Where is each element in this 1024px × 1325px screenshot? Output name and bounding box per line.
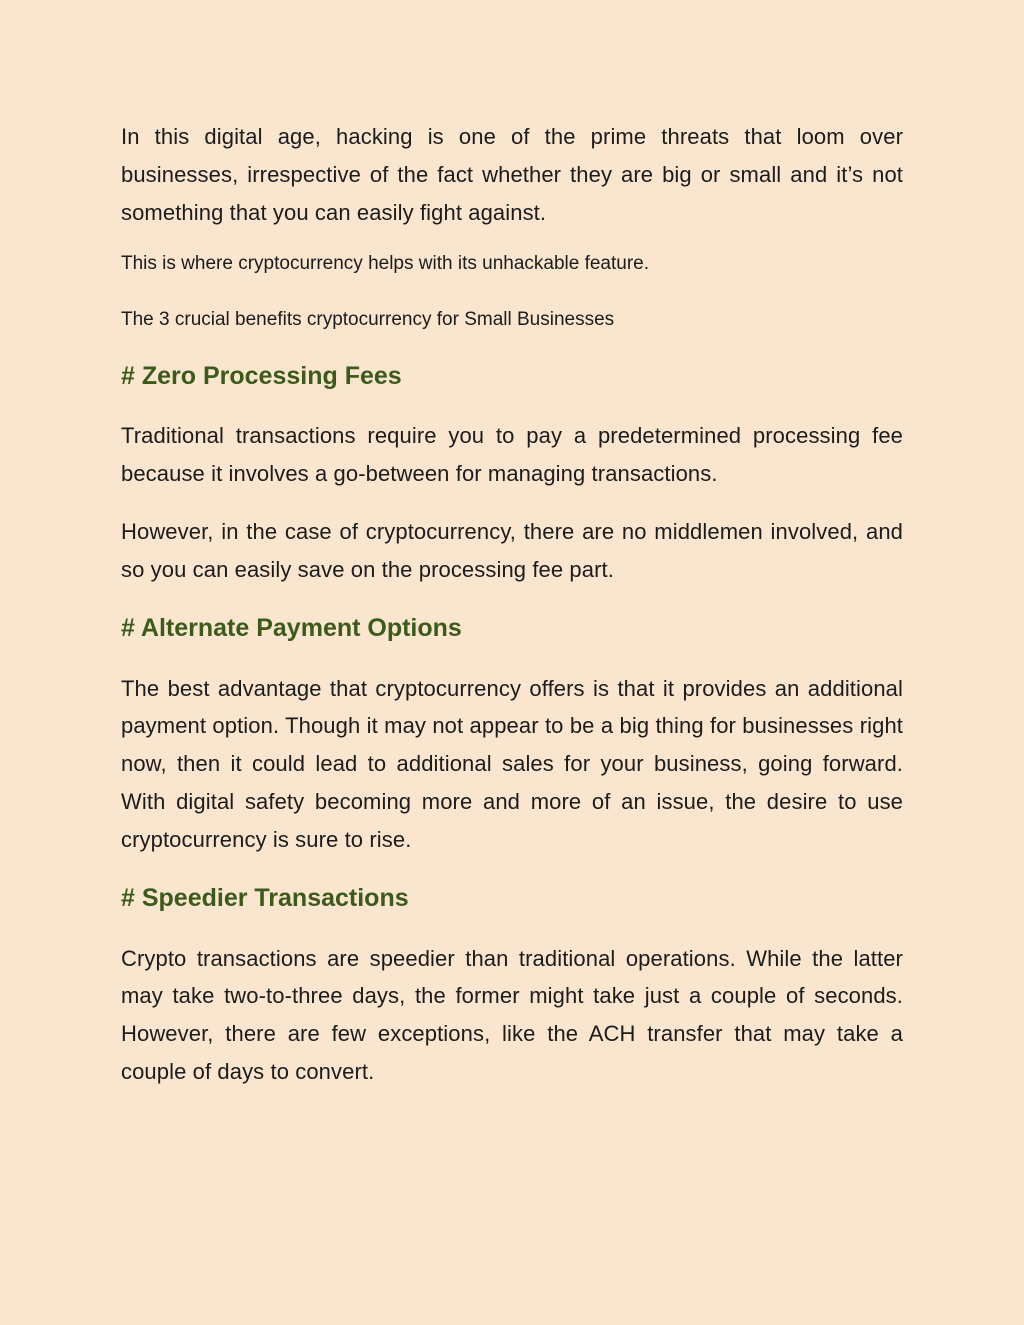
zero-fees-paragraph-2: However, in the case of cryptocurrency, there are no middlemen involved, and so you can easily save on the processing fee part. [121, 518, 903, 582]
intro-paragraph: In this digital age, hacking is one of the prime threats that loom over businesses, irrespective of the fact whether they are big or small and it’s not something that you can easily fight against. [121, 124, 903, 225]
section-heading-zero-processing-fees: # Zero Processing Fees [121, 362, 402, 391]
alternate-payment-paragraph: The best advantage that cryptocurrency offers is that it provides an additional payment option. Though it may not appear to be a big thing for businesses right now, then it could lead to additional sales for your business, going forward. With digital safety becoming more and more of an issue, the desire to use cryptocurrency is sure to rise. [121, 675, 903, 852]
unhackable-paragraph: This is where cryptocurrency helps with its unhackable feature. [121, 253, 650, 275]
section-heading-speedier-transactions: # Speedier Transactions [121, 883, 409, 912]
benefits-intro-paragraph: The 3 crucial benefits cryptocurrency for Small Businesses [121, 309, 615, 331]
zero-fees-paragraph-1: Traditional transactions require you to pay a predetermined processing fee because it involves a go-between for managing transactions. [121, 423, 903, 487]
section-heading-alternate-payment-options: # Alternate Payment Options [121, 613, 462, 642]
speedier-transactions-paragraph: Crypto transactions are speedier than traditional operations. While the latter may take two-to-three days, the former might take just a couple of seconds. However, there are few exceptions, like the ACH transfer that may take a couple of days to convert. [121, 945, 903, 1084]
